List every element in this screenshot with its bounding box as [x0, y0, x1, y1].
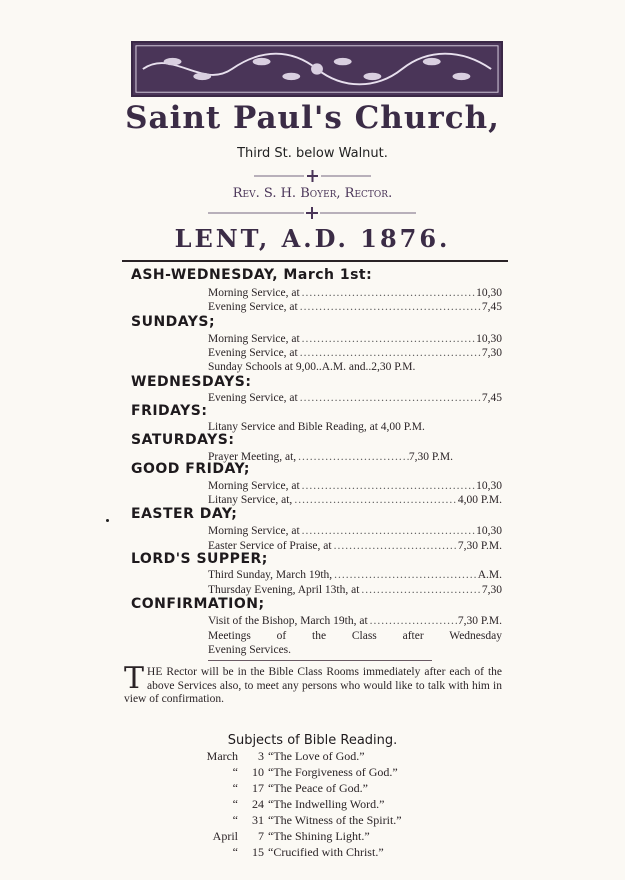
schedule-heading: WEDNESDAYS:: [131, 374, 252, 390]
reading-item: “ 10 “The Forgiveness of God.”: [232, 765, 398, 779]
reading-item: “ 31 “The Witness of the Spirit.”: [232, 813, 402, 827]
reading-item: March 3 “The Love of God.”: [206, 749, 365, 763]
season-heading: LENT, A.D. 1876.: [174, 224, 451, 253]
schedule-row: Evening Service, at ..... 7,45: [208, 392, 502, 405]
schedule-row: Easter Service of Praise, at ..... 7,30 P.M.: [208, 540, 502, 553]
schedule-heading: GOOD FRIDAY;: [131, 461, 250, 477]
ink-dot: [106, 519, 109, 522]
rector-notice: [124, 661, 502, 707]
schedule-row: Prayer Meeting, at, ..... 7,30 P.M.: [208, 451, 453, 464]
drop-cap: T: [124, 661, 145, 696]
reading-item: “ 24 “The Indwelling Word.”: [232, 797, 385, 811]
divider: [208, 660, 432, 661]
schedule-heading: EASTER DAY;: [131, 506, 238, 522]
church-title: Saint Paul's Church,: [125, 100, 500, 136]
church-address: Third St. below Walnut.: [237, 146, 388, 161]
schedule-row: Visit of the Bishop, March 19th, at ..... 7,30 P.M.: [208, 615, 502, 628]
schedule-row: Morning Service, at ..... 10,30: [208, 333, 502, 346]
confirmation-note: Meetings of the Class after Wednesday: [208, 630, 502, 642]
schedule-heading: CONFIRMATION;: [131, 596, 265, 612]
notice-text: HE Rector will be in the Bible Class Rooms immediately after each of the above Services also, to meet any persons who would like to talk with him in view of confirmation.: [124, 666, 502, 705]
schedule-row: Morning Service, at ..... 10,30: [208, 525, 502, 538]
reading-item: “ 15 “Crucified with Christ.”: [232, 845, 384, 859]
reading-item: April 7 “The Shining Light.”: [212, 829, 370, 843]
schedule-row: Morning Service, at ..... 10,30: [208, 480, 502, 493]
schedule-row: Evening Service, at ..... 7,45: [208, 301, 502, 314]
rector-line: Rev. S. H. Boyer, Rector.: [232, 186, 393, 201]
schedule-row: Morning Service, at ..... 10,30: [208, 287, 502, 300]
schedule-heading: LORD'S SUPPER;: [131, 551, 268, 567]
reading-item: “ 17 “The Peace of God.”: [232, 781, 368, 795]
schedule-row: Thursday Evening, April 13th, at ..... 7,30: [208, 584, 502, 597]
schedule-row: Evening Service, at ..... 7,30: [208, 347, 502, 360]
schedule-heading: FRIDAYS:: [131, 403, 208, 419]
schedule-row: Litany Service, at, ..... 4,00 P.M.: [208, 494, 502, 507]
schedule-row: Litany Service and Bible Reading, at 4,00 P.M.: [208, 421, 425, 433]
schedule-heading: ASH-WEDNESDAY, March 1st:: [131, 267, 373, 283]
schedule-heading: SATURDAYS:: [131, 432, 235, 448]
schedule-heading: SUNDAYS;: [131, 314, 216, 330]
confirmation-note: Evening Services.: [208, 644, 292, 656]
schedule-row: Sunday Schools at 9,00..A.M. and..2,30 P.M.: [208, 361, 416, 373]
readings-title: Subjects of Bible Reading.: [227, 733, 398, 748]
schedule-row: Third Sunday, March 19th, ..... A.M.: [208, 569, 502, 582]
